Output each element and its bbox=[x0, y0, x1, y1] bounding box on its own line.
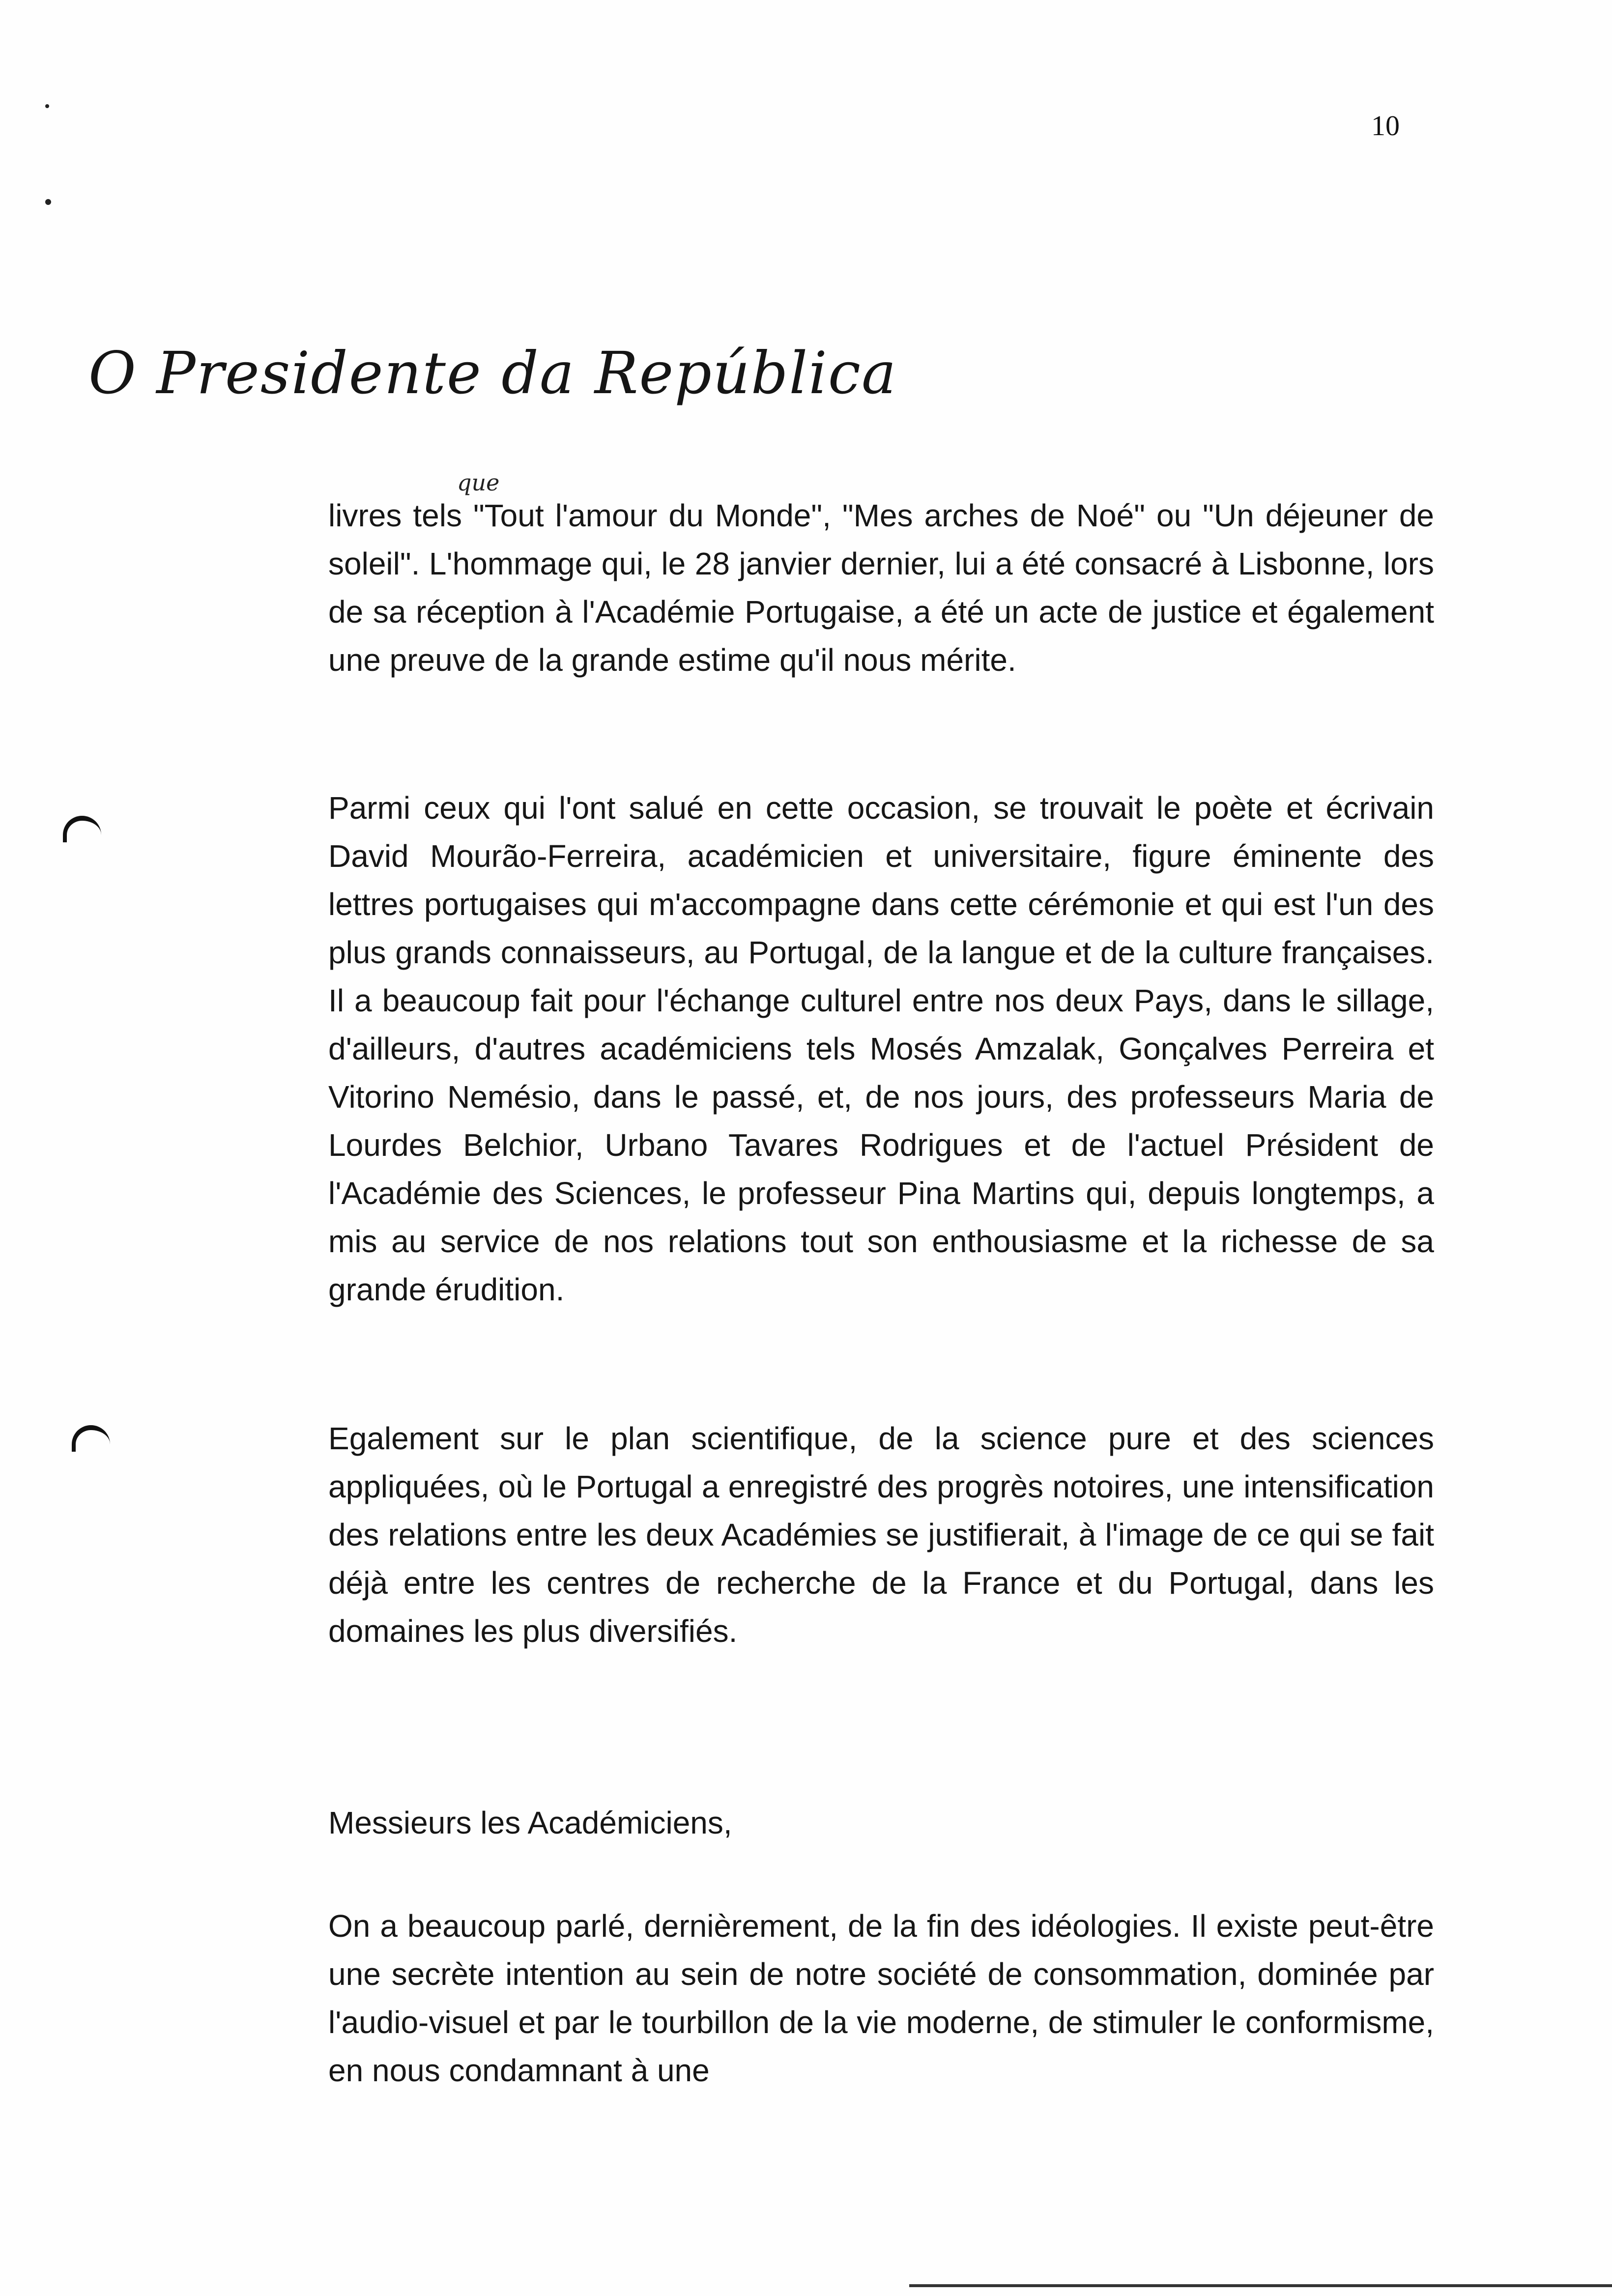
handwritten-insert-annotation: que bbox=[457, 469, 500, 496]
paragraph-2 bbox=[328, 784, 1434, 1314]
paragraph-bracket-mark bbox=[72, 1425, 110, 1452]
salutation bbox=[328, 1799, 1434, 1847]
salutation-text: Messieurs les Académiciens, bbox=[328, 1805, 732, 1840]
paragraph-3 bbox=[328, 1414, 1434, 1655]
paragraph-1-text: livres tels "Tout l'amour du Monde", "Mes arches de Noé" ou "Un déjeuner de soleil". L'hommage qui, le 28 janvier dernier, lui a été consacré à Lisbonne, lors de sa réception à l'Académie Portugaise, a été un acte de justice et également une preuve de la grande estime qu'il nous mérite. bbox=[328, 498, 1434, 678]
page-bottom-rule bbox=[909, 2284, 1612, 2287]
paragraph-bracket-mark bbox=[63, 816, 101, 842]
paragraph-4-text: On a beaucoup parlé, dernièrement, de la fin des idéologies. Il existe peut-être une secrète intention au sein de notre société de consommation, dominée par l'audio-visuel et par le tourbillon de la vie moderne, de stimuler le conformisme, en nous condamnant à une bbox=[328, 1908, 1434, 2088]
paragraph-4 bbox=[328, 1902, 1434, 2095]
paragraph-2-text: Parmi ceux qui l'ont salué en cette occasion, se trouvait le poète et écrivain David Mourão-Ferreira, académicien et universitaire, figure éminente des lettres portugaises qui m'accompagne dans cette cérémonie et qui est l'un des plus grands connaisseurs, au Portugal, de la langue et de la culture françaises. Il a beaucoup fait pour l'échange culturel entre nos deux Pays, dans le sillage, d'ailleurs, d'autres académiciens tels Mosés Amzalak, Gonçalves Perreira et Vitorino Nemésio, dans le passé, et, de nos jours, des professeurs Maria de Lourdes Belchior, Urbano Tavares Rodrigues et de l'actuel Président de l'Académie des Sciences, le professeur Pina Martins qui, depuis longtemps, a mis au service de nos relations tout son enthousiasme et la richesse de sa grande érudition. bbox=[328, 790, 1434, 1307]
letterhead-signature: O Presidente da República bbox=[88, 339, 897, 407]
paragraph-1 bbox=[328, 491, 1434, 684]
margin-dot-mark bbox=[45, 104, 49, 108]
page-number: 10 bbox=[1371, 110, 1400, 142]
margin-dot-mark bbox=[45, 199, 51, 205]
paragraph-3-text: Egalement sur le plan scientifique, de la science pure et des sciences appliquées, où le Portugal a enregistré des progrès notoires, une intensification des relations entre les deux Académies se justifierait, à l'image de ce qui se fait déjà entre les centres de recherche de la France et du Portugal, dans les domaines les plus diversifiés. bbox=[328, 1421, 1434, 1649]
